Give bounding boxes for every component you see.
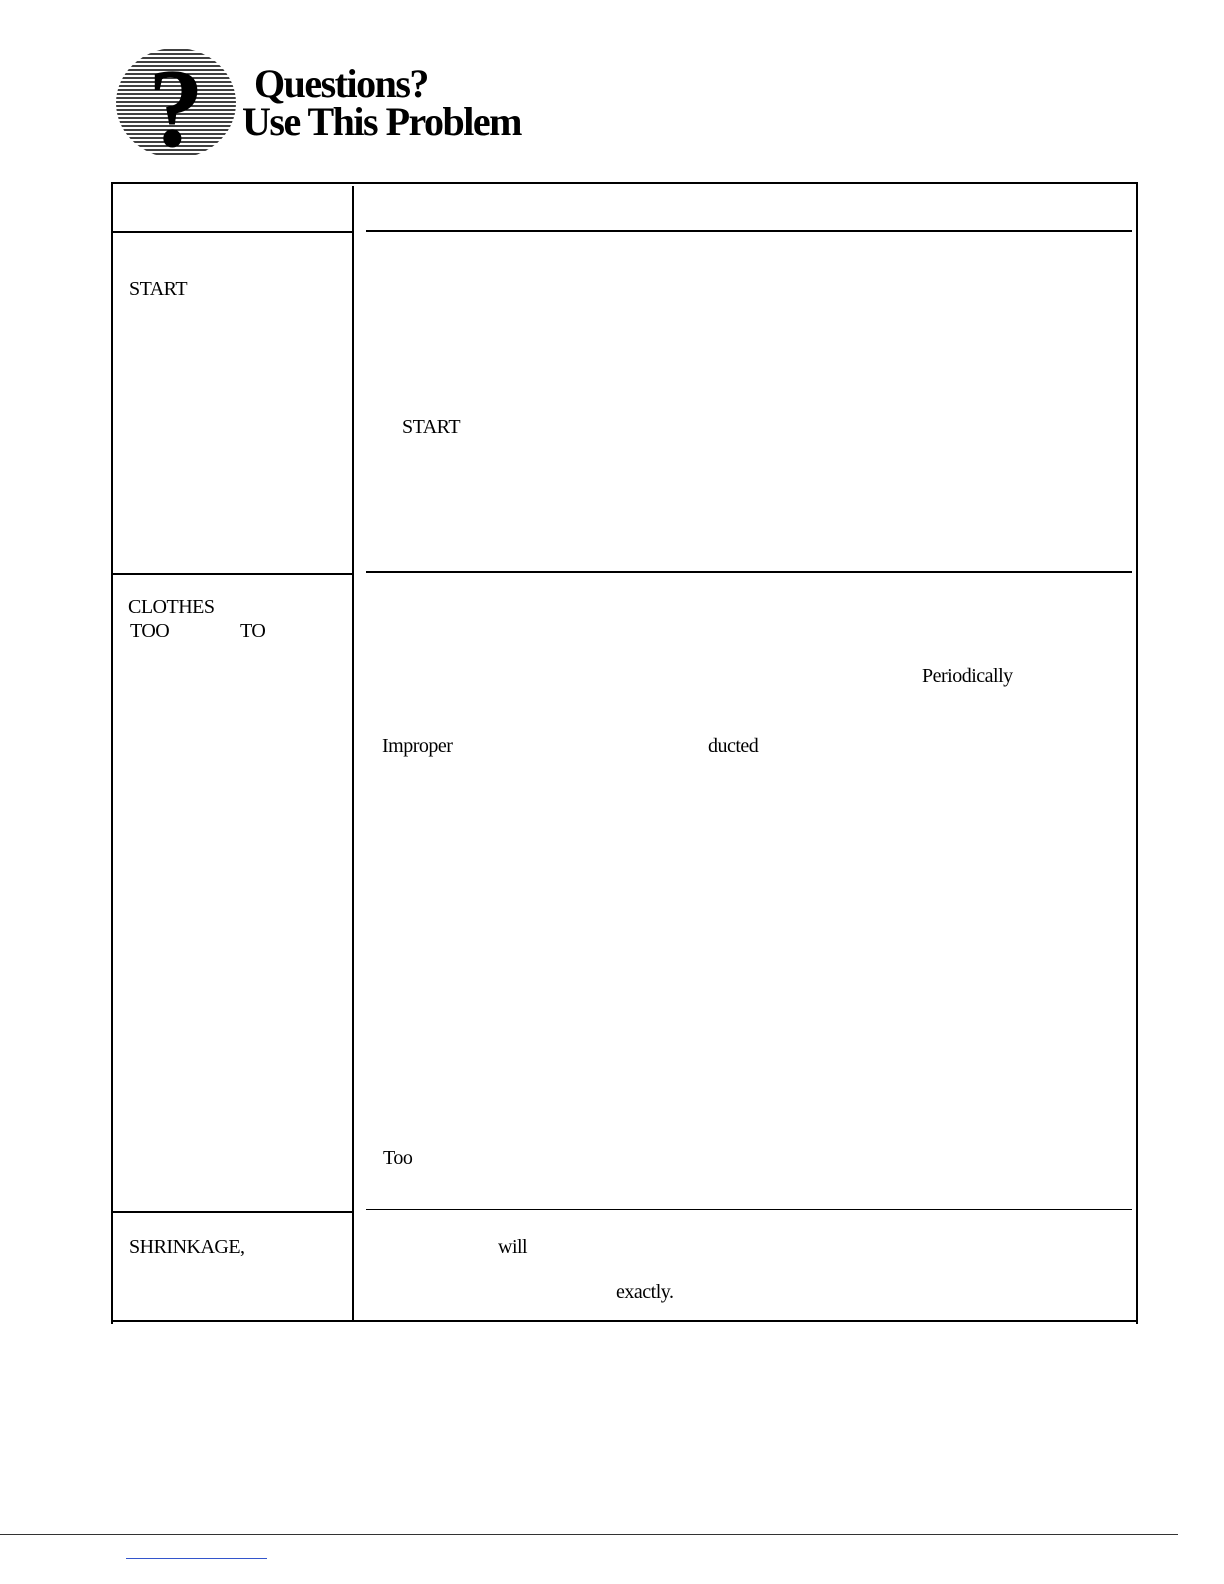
table-top-border [112, 182, 1138, 184]
table-right-border [1136, 182, 1138, 1324]
table-row-2-label-line-2: TOO [130, 620, 170, 642]
row-2-divider-right [366, 1209, 1132, 1210]
row-1-divider-left [112, 573, 352, 575]
header-row-divider-left [112, 231, 352, 233]
table-row-2-detail-fragment: Improper [382, 735, 453, 757]
row-1-divider-right [366, 571, 1132, 573]
table-row-1-detail-fragment: START [402, 416, 461, 438]
table-row-1-label: START [129, 278, 188, 300]
table-row-3-detail-fragment: will [498, 1236, 528, 1258]
row-2-divider-left [112, 1211, 352, 1213]
svg-text:?: ? [148, 47, 204, 160]
table-row-2-detail-fragment: ducted [708, 735, 759, 757]
footer-divider [0, 1534, 1178, 1535]
header-row-divider-right [366, 230, 1132, 232]
table-row-3-detail-fragment: exactly. [616, 1281, 674, 1303]
table-row-2-label-line-3: TO [240, 620, 266, 642]
table-bottom-border [112, 1320, 1138, 1322]
page-title-line-2: Use This Problem [242, 99, 521, 144]
table-row-2-label-line-1: CLOTHES [128, 596, 215, 618]
table-row-2-detail-fragment: Periodically [922, 665, 1013, 687]
footer-link-underline[interactable] [126, 1558, 267, 1559]
table-row-2-detail-fragment: Too [383, 1147, 413, 1169]
page-title-line-1: Questions? [254, 61, 428, 106]
table-left-border [111, 182, 113, 1324]
table-column-divider [352, 186, 354, 1322]
table-row-3-label: SHRINKAGE, [129, 1236, 245, 1258]
